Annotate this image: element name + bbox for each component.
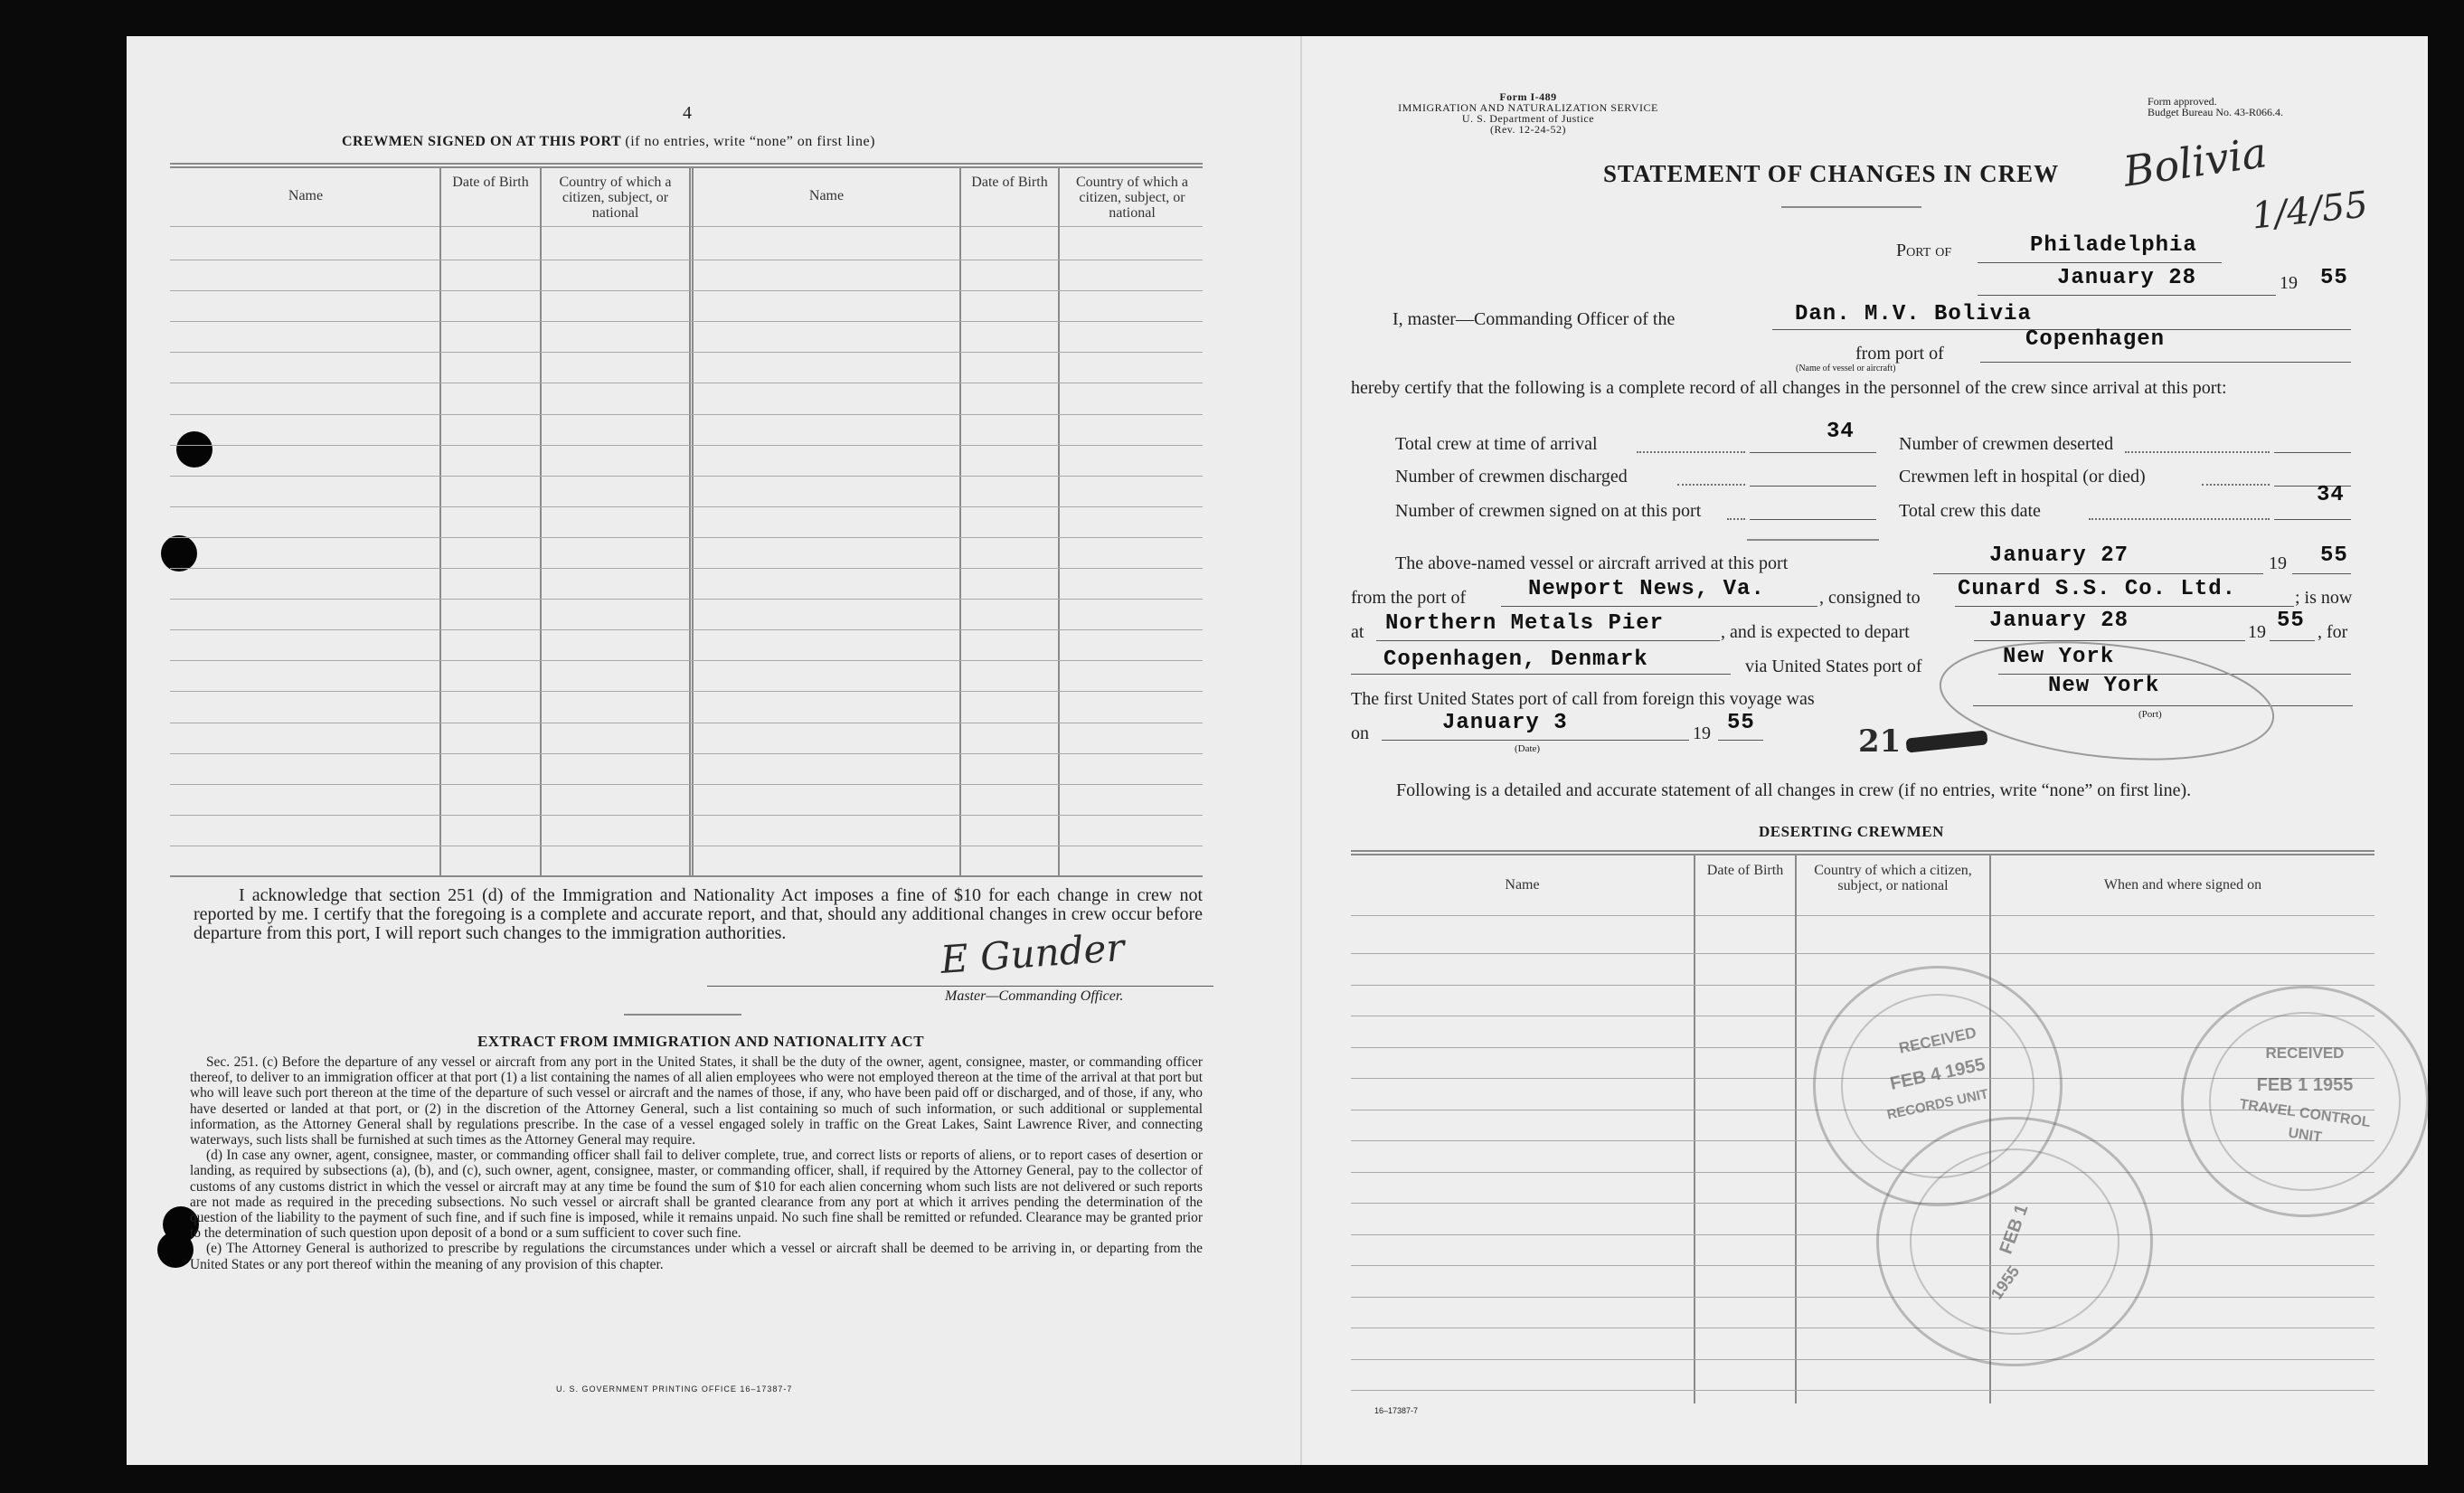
table-row-rule [170, 537, 1203, 538]
table-row-rule [170, 290, 1203, 291]
punch-hole [161, 535, 197, 572]
crew-title-text: CREWMEN SIGNED ON AT THIS PORT [342, 134, 621, 149]
pencil-loop [1935, 624, 2279, 778]
table-row-rule [1351, 1297, 2374, 1298]
budget-block [2148, 96, 2283, 118]
deserting-title: DESERTING CREWMEN [1759, 823, 1944, 840]
total-arrival-label: Total crew at time of arrival [1395, 434, 1598, 454]
total-arrival-value: 34 [1827, 420, 1855, 444]
desert-col-signed-on: When and where signed on [2103, 877, 2262, 893]
date-caption: (Date) [1515, 743, 1541, 754]
form-approved: Form approved. [2148, 95, 2217, 108]
table-row-rule [1351, 985, 2374, 986]
expected-label: , and is expected to depart [1721, 622, 1910, 642]
master-signature: E Gunder [939, 924, 1126, 983]
law-extract [190, 1054, 1203, 1272]
punch-hole [176, 431, 212, 468]
col-header-name-2: Name [808, 188, 845, 203]
vessel-caption: (Name of vessel or aircraft) [1796, 364, 1896, 373]
consigned-label: , consigned to [1819, 588, 1921, 608]
table-row-rule [1351, 1359, 2374, 1360]
report-date: January 28 [2057, 266, 2197, 290]
col-header-dob: Date of Birth [452, 175, 529, 190]
first-port-date: January 3 [1442, 711, 1568, 735]
destination: Copenhagen, Denmark [1383, 647, 1648, 672]
agency-block [1347, 91, 1709, 135]
from-port-label: from port of [1855, 344, 1944, 364]
via-label: via United States port of [1745, 657, 1922, 676]
law-section-d: (d) In case any owner, agent, consignee, master, or commanding officer shall fail to deliver complete, true, and correct lists or reports of aliens, or to report cases of desertion or landing, as required by subsections (a), (b), and (c), such owner, agent, consignee, master, or commanding officer, shall, if required by the Attorney General, pay to the collector of customs of any customs district in which the vessel or aircraft may at any time be found the sum of $10 for each alien concerning whom such lists are not delivered or such reports are not made as required in the preceding subsections. No such vessel or aircraft shall be granted clearance from any port at which it arrives pending the determination of the question of the liability to the payment of such fine, and if such fine is imposed, while it remains unpaid. No such fine shall be remitted or refunded. Clearance may be granted prior to the determination of such question upon deposit of a bond or a sum sufficient to cover such fine. [190, 1148, 1203, 1242]
consignee: Cunard S.S. Co. Ltd. [1958, 577, 2237, 601]
on-year-prefix: 19 [1693, 723, 1711, 743]
following-text: Following is a detailed and accurate statement of all changes in crew (if no entries, write “none” on first line). [1396, 780, 2192, 800]
port-of-label: Port of [1896, 241, 1952, 260]
arrived-label: The above-named vessel or aircraft arrived at this port [1395, 553, 1789, 573]
table-row-rule [170, 321, 1203, 322]
table-row-rule [170, 629, 1203, 630]
first-port-year: 55 [1727, 711, 1755, 735]
page-number: 4 [683, 103, 692, 123]
port-of-value: Philadelphia [2030, 233, 2197, 258]
table-row-rule [170, 784, 1203, 785]
from-port-value: Copenhagen [2025, 327, 2166, 352]
from-port-of-value: Newport News, Va. [1528, 577, 1765, 601]
form-revision: (Rev. 12-24-52) [1489, 123, 1567, 136]
depart-date: January 28 [1989, 609, 2129, 633]
table-row-rule [1351, 1234, 2374, 1235]
table-row-rule [1351, 953, 2374, 954]
signature-caption: Master—Commanding Officer. [945, 988, 1124, 1004]
col-header-name: Name [288, 188, 324, 203]
handwritten-number: 21 [1858, 723, 1902, 760]
table-row-rule [1351, 1390, 2374, 1391]
deserted-label: Number of crewmen deserted [1899, 434, 2114, 454]
table-row-rule [170, 753, 1203, 754]
port-caption: (Port) [2138, 709, 2162, 720]
first-port-label: The first United States port of call from foreign this voyage was [1351, 689, 1815, 709]
is-now-label: ; is now [2295, 588, 2353, 608]
total-date-label: Total crew this date [1899, 501, 2041, 521]
via-port: New York [2003, 645, 2115, 669]
table-row-rule [170, 691, 1203, 692]
table-row-rule [1351, 1265, 2374, 1266]
col-header-country-2: Country of which a citizen, subject, or national [1076, 175, 1188, 221]
current-location: Northern Metals Pier [1385, 611, 1665, 636]
extract-title: EXTRACT FROM IMMIGRATION AND NATIONALITY ACT [477, 1033, 925, 1050]
on-label: on [1351, 723, 1369, 743]
table-row-rule [1351, 1203, 2374, 1204]
from-port-of-label: from the port of [1351, 588, 1467, 608]
received-stamp-travel-control: RECEIVED FEB 1 1955 TRAVEL CONTROL UNIT [2181, 986, 2429, 1217]
col-header-country: Country of which a citizen, subject, or national [559, 175, 672, 221]
table-row-rule [170, 506, 1203, 507]
master-label: I, master—Commanding Officer of the [1392, 309, 1676, 329]
agency-name: IMMIGRATION AND NATURALIZATION SERVICE [1398, 101, 1658, 114]
arrived-date: January 27 [1989, 543, 2129, 568]
budget-number: Budget Bureau No. 43-R066.4. [2148, 106, 2283, 118]
depart-year-prefix: 19 [2248, 622, 2266, 642]
table-row-rule [170, 599, 1203, 600]
department-name: U. S. Department of Justice [1461, 112, 1595, 125]
hospital-label: Crewmen left in hospital (or died) [1899, 467, 2146, 487]
desert-col-dob: Date of Birth [1706, 863, 1784, 878]
received-stamp-records: RECEIVED FEB 4 1955 RECORDS UNIT [1813, 966, 2063, 1206]
table-row-rule [170, 414, 1203, 415]
table-row-rule [170, 445, 1203, 446]
handwritten-vessel: Bolivia [2120, 128, 2270, 196]
table-row-rule [170, 476, 1203, 477]
form-title: STATEMENT OF CHANGES IN CREW [1603, 160, 2060, 187]
table-row-rule [170, 815, 1203, 816]
vessel-name: Dan. M.V. Bolivia [1795, 302, 2032, 326]
signed-on-label: Number of crewmen signed on at this port [1395, 501, 1702, 521]
dated-stamp: FEB 1 1955 [1876, 1117, 2153, 1366]
arrived-year-prefix: 19 [2269, 553, 2287, 573]
col-header-dob-2: Date of Birth [971, 175, 1048, 190]
law-section-e: (e) The Attorney General is authorized to prescribe by regulations the circumstances under which a vessel or aircraft shall be deemed to be arriving in, or departing from the United States or any port thereof within the meaning of any provision of this chapter. [190, 1241, 1203, 1272]
table-row-rule [170, 568, 1203, 569]
certify-text: hereby certify that the following is a complete record of all changes in the personnel of the crew since arrival at this port: [1351, 378, 2227, 398]
report-year-prefix: 19 [2280, 273, 2298, 293]
form-number: Form I-489 [1499, 90, 1557, 103]
depart-year: 55 [2277, 609, 2305, 633]
report-year: 55 [2320, 266, 2348, 290]
printer-line: U. S. GOVERNMENT PRINTING OFFICE 16–17387-7 [556, 1384, 793, 1394]
table-row-rule [170, 352, 1203, 353]
handwritten-date: 1/4/55 [2249, 184, 2370, 238]
punch-hole [157, 1232, 194, 1268]
law-section-c: Sec. 251. (c) Before the departure of any vessel or aircraft from any port in the United States, it shall be the duty of the owner, agent, consignee, master, or commanding officer thereof, to deliver to an immigration officer at that port (1) a list containing the names of all alien employees who were not employed thereon at the time of the arrival at that port but who will leave such port thereon at the time of the departure of such vessel or aircraft and the names of those, if any, who have been paid off or discharged, and of those, if any, who have deserted or landed at that port, or (2) in the discretion of the Attorney General, such a list containing so much of such information, or such additional or supplemental information, as the Attorney General shall by regulations prescribe. In the case of a vessel engaged solely in traffic on the Great Lakes, Saint Lawrence River, and connecting waterways, such lists shall be furnished at such times as the Attorney General may require. [190, 1054, 1203, 1148]
table-row-rule [170, 660, 1203, 661]
crew-signed-on-title [342, 134, 1047, 150]
first-port-value: New York [2048, 674, 2160, 698]
discharged-label: Number of crewmen discharged [1395, 467, 1628, 487]
acknowledgement-text: I acknowledge that section 251 (d) of the Immigration and Nationality Act imposes a fine of $10 for each change in crew not reported by me. I certify that the foregoing is a complete and accurate report, and that, should any additional changes in crew occur before departure from this port, I will report such changes to the immigration authorities. [194, 885, 1203, 943]
desert-col-name: Name [1505, 877, 1540, 893]
arrived-year: 55 [2320, 543, 2348, 568]
total-date-value: 34 [2317, 483, 2345, 507]
form-code: 16–17387-7 [1374, 1406, 1419, 1415]
desert-col-country: Country of which a citizen, subject, or national [1814, 863, 1972, 893]
for-label: , for [2318, 622, 2348, 642]
at-label: at [1351, 622, 1364, 642]
crew-title-note: (if no entries, write “none” on first line) [625, 134, 875, 149]
